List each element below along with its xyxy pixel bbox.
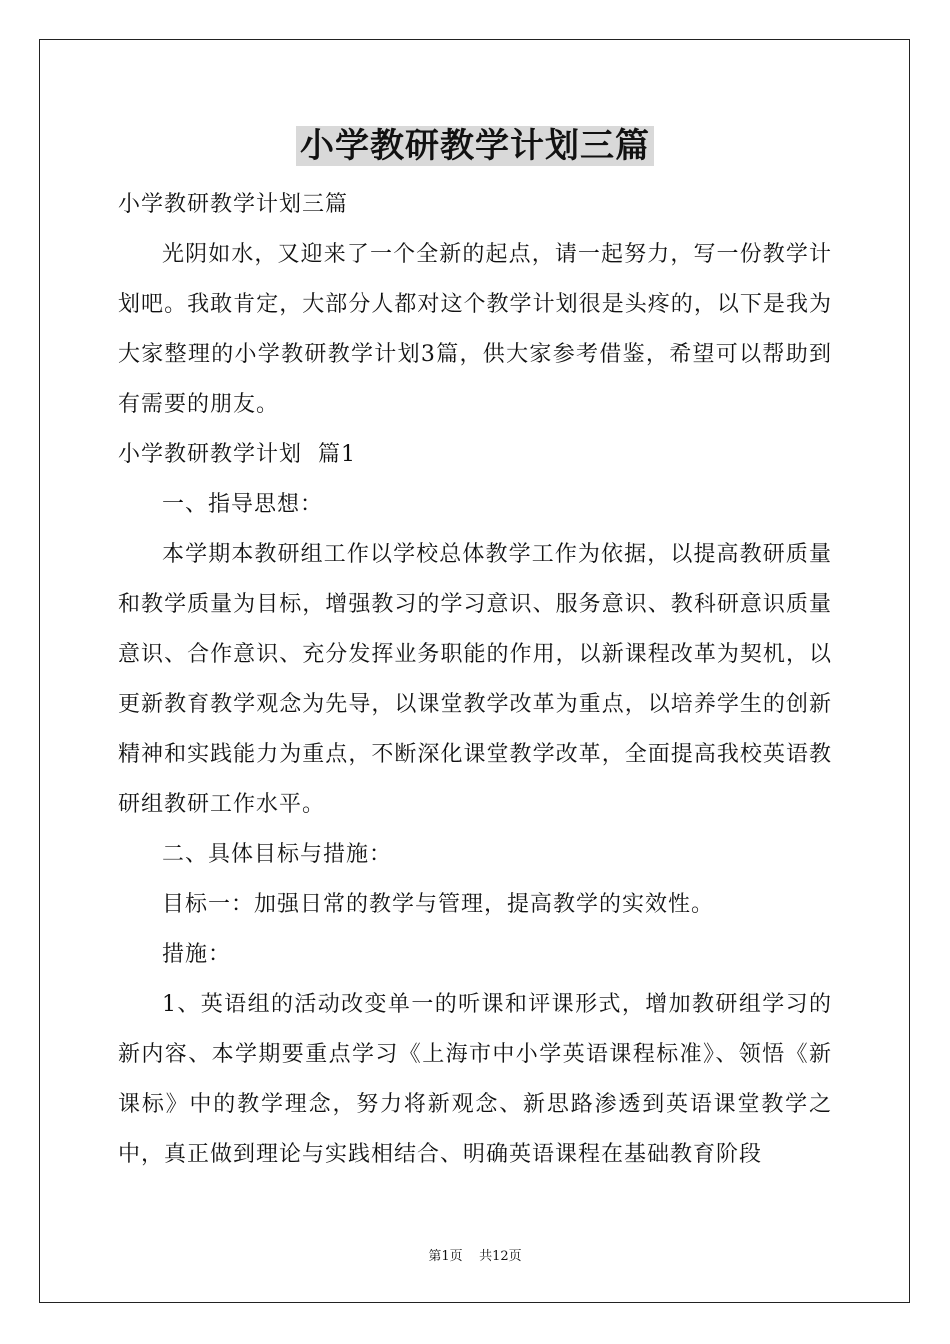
guiding-heading: 一、指导思想：	[162, 492, 324, 517]
goal-one: 目标一：加强日常的教学与管理，提高教学的实效性。	[162, 892, 715, 917]
guiding-paragraph: 本学期本教研组工作以学校总体教学工作为依据，以提高教研质量和教学质量为目标，增强教习的学习意识、服务意识、教科研意识质量意识、合作意识、充分发挥业务职能的作用，以新课程改革为契机，以更新教育教学观念为先导，以课堂教学改革为重点，以培养学生的创新精神和实践能力为重点，不断深化课堂教学改革，全面提高我校英语教研组教研工作水平。	[118, 542, 832, 817]
document-title	[0, 124, 950, 168]
title-text: 小学教研教学计划三篇	[296, 126, 654, 166]
document-subtitle: 小学教研教学计划三篇	[118, 192, 349, 217]
measures-label: 措施：	[162, 942, 232, 967]
goals-heading: 二、具体目标与措施：	[162, 842, 393, 867]
page-footer	[0, 1245, 950, 1264]
measure-one-paragraph: 1、英语组的活动改变单一的听课和评课形式，增加教研组学习的新内容、本学期要重点学习《上海市中小学英语课程标准》、领悟《新课标》中的教学理念，努力将新观念、新思路渗透到英语课堂教学之中，真正做到理论与实践相结合、明确英语课程在基础教育阶段	[118, 992, 832, 1167]
intro-paragraph: 光阴如水，又迎来了一个全新的起点，请一起努力，写一份教学计划吧。我敢肯定，大部分人都对这个教学计划很是头疼的，以下是我为大家整理的小学教研教学计划3篇，供大家参考借鉴，希望可以帮助到有需要的朋友。	[118, 242, 832, 417]
document-body	[118, 180, 832, 1180]
page-number: 第1页 共12页	[428, 1249, 522, 1264]
section-heading: 小学教研教学计划 篇1	[118, 442, 356, 467]
